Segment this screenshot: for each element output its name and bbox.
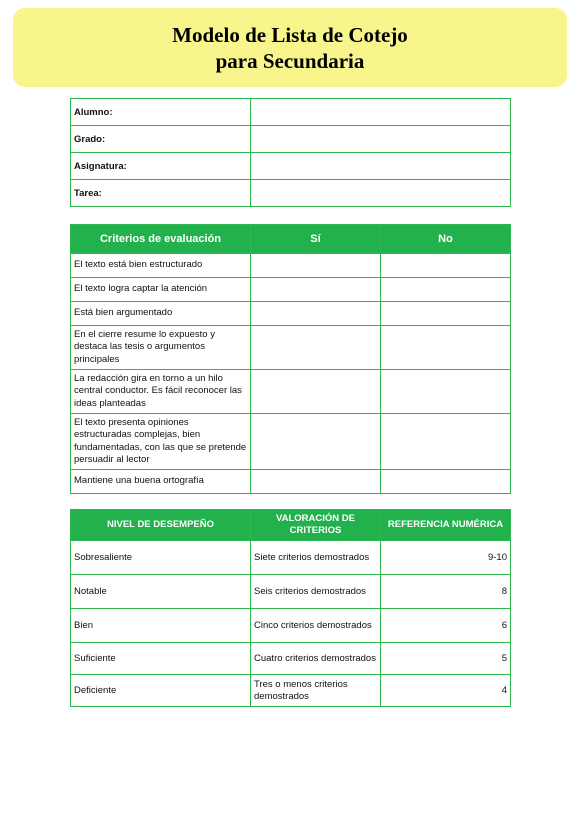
criterion-text: Está bien argumentado: [71, 302, 251, 326]
criteria-header-no: No: [381, 225, 511, 254]
criteria-row: [71, 470, 511, 494]
criteria-row: [71, 278, 511, 302]
criterion-text: El texto presenta opiniones estructuradas complejas, bien fundamentadas, con las que se pretende persuadir al lector: [71, 414, 251, 470]
level-name: Bien: [71, 609, 251, 643]
criterion-no-cell[interactable]: [381, 414, 511, 470]
level-criteria: Tres o menos criterios demostrados: [251, 675, 381, 707]
criterion-text: En el cierre resume lo expuesto y destaca las tesis o argumentos principales: [71, 326, 251, 370]
info-field-asignatura[interactable]: [251, 153, 511, 180]
criterion-no-cell[interactable]: [381, 254, 511, 278]
criteria-row: [71, 370, 511, 414]
level-row: [71, 643, 511, 675]
criterion-text: El texto está bien estructurado: [71, 254, 251, 278]
document-title-banner: [13, 8, 567, 87]
level-reference: 5: [381, 643, 511, 675]
level-header-row: [71, 510, 511, 541]
criteria-row: [71, 414, 511, 470]
info-label-grado: Grado:: [71, 126, 251, 153]
criteria-header-row: [71, 225, 511, 254]
performance-level-table: [70, 509, 511, 707]
criterion-yes-cell[interactable]: [251, 370, 381, 414]
info-label-asignatura: Asignatura:: [71, 153, 251, 180]
criteria-header-yes: Sí: [251, 225, 381, 254]
info-field-alumno[interactable]: [251, 99, 511, 126]
criteria-header-label: Criterios de evaluación: [71, 225, 251, 254]
level-name: Deficiente: [71, 675, 251, 707]
criterion-yes-cell[interactable]: [251, 470, 381, 494]
criterion-text: Mantiene una buena ortografía: [71, 470, 251, 494]
info-label-alumno: Alumno:: [71, 99, 251, 126]
criteria-row: [71, 254, 511, 278]
criteria-row: [71, 302, 511, 326]
level-name: Notable: [71, 575, 251, 609]
criterion-no-cell[interactable]: [381, 470, 511, 494]
level-criteria: Seis criterios demostrados: [251, 575, 381, 609]
level-header-level: NIVEL DE DESEMPEÑO: [71, 510, 251, 541]
info-row-tarea: [71, 180, 511, 207]
info-field-grado[interactable]: [251, 126, 511, 153]
info-label-tarea: Tarea:: [71, 180, 251, 207]
info-row-alumno: [71, 99, 511, 126]
level-header-reference: REFERENCIA NUMÉRICA: [381, 510, 511, 541]
criteria-row: [71, 326, 511, 370]
criterion-no-cell[interactable]: [381, 370, 511, 414]
level-reference: 8: [381, 575, 511, 609]
criterion-yes-cell[interactable]: [251, 278, 381, 302]
criterion-yes-cell[interactable]: [251, 254, 381, 278]
level-reference: 4: [381, 675, 511, 707]
level-reference: 6: [381, 609, 511, 643]
criterion-no-cell[interactable]: [381, 278, 511, 302]
document-title-line-2: para Secundaria: [215, 48, 365, 73]
level-name: Sobresaliente: [71, 541, 251, 575]
info-row-grado: [71, 126, 511, 153]
criterion-text: La redacción gira en torno a un hilo central conductor. Es fácil reconocer las ideas planteadas: [71, 370, 251, 414]
level-criteria: Cinco criterios demostrados: [251, 609, 381, 643]
document-title-line-1: Modelo de Lista de Cotejo: [172, 22, 408, 47]
criterion-text: El texto logra captar la atención: [71, 278, 251, 302]
criterion-yes-cell[interactable]: [251, 326, 381, 370]
level-row: [71, 541, 511, 575]
criterion-no-cell[interactable]: [381, 302, 511, 326]
level-header-criteria: VALORACIÓN DE CRITERIOS: [251, 510, 381, 541]
criterion-yes-cell[interactable]: [251, 302, 381, 326]
level-row: [71, 609, 511, 643]
level-name: Suficiente: [71, 643, 251, 675]
evaluation-criteria-table: [70, 224, 511, 494]
student-info-table: [70, 98, 511, 207]
level-row: [71, 575, 511, 609]
level-row: [71, 675, 511, 707]
criterion-no-cell[interactable]: [381, 326, 511, 370]
info-field-tarea[interactable]: [251, 180, 511, 207]
criterion-yes-cell[interactable]: [251, 414, 381, 470]
level-criteria: Siete criterios demostrados: [251, 541, 381, 575]
level-criteria: Cuatro criterios demostrados: [251, 643, 381, 675]
info-row-asignatura: [71, 153, 511, 180]
level-reference: 9-10: [381, 541, 511, 575]
